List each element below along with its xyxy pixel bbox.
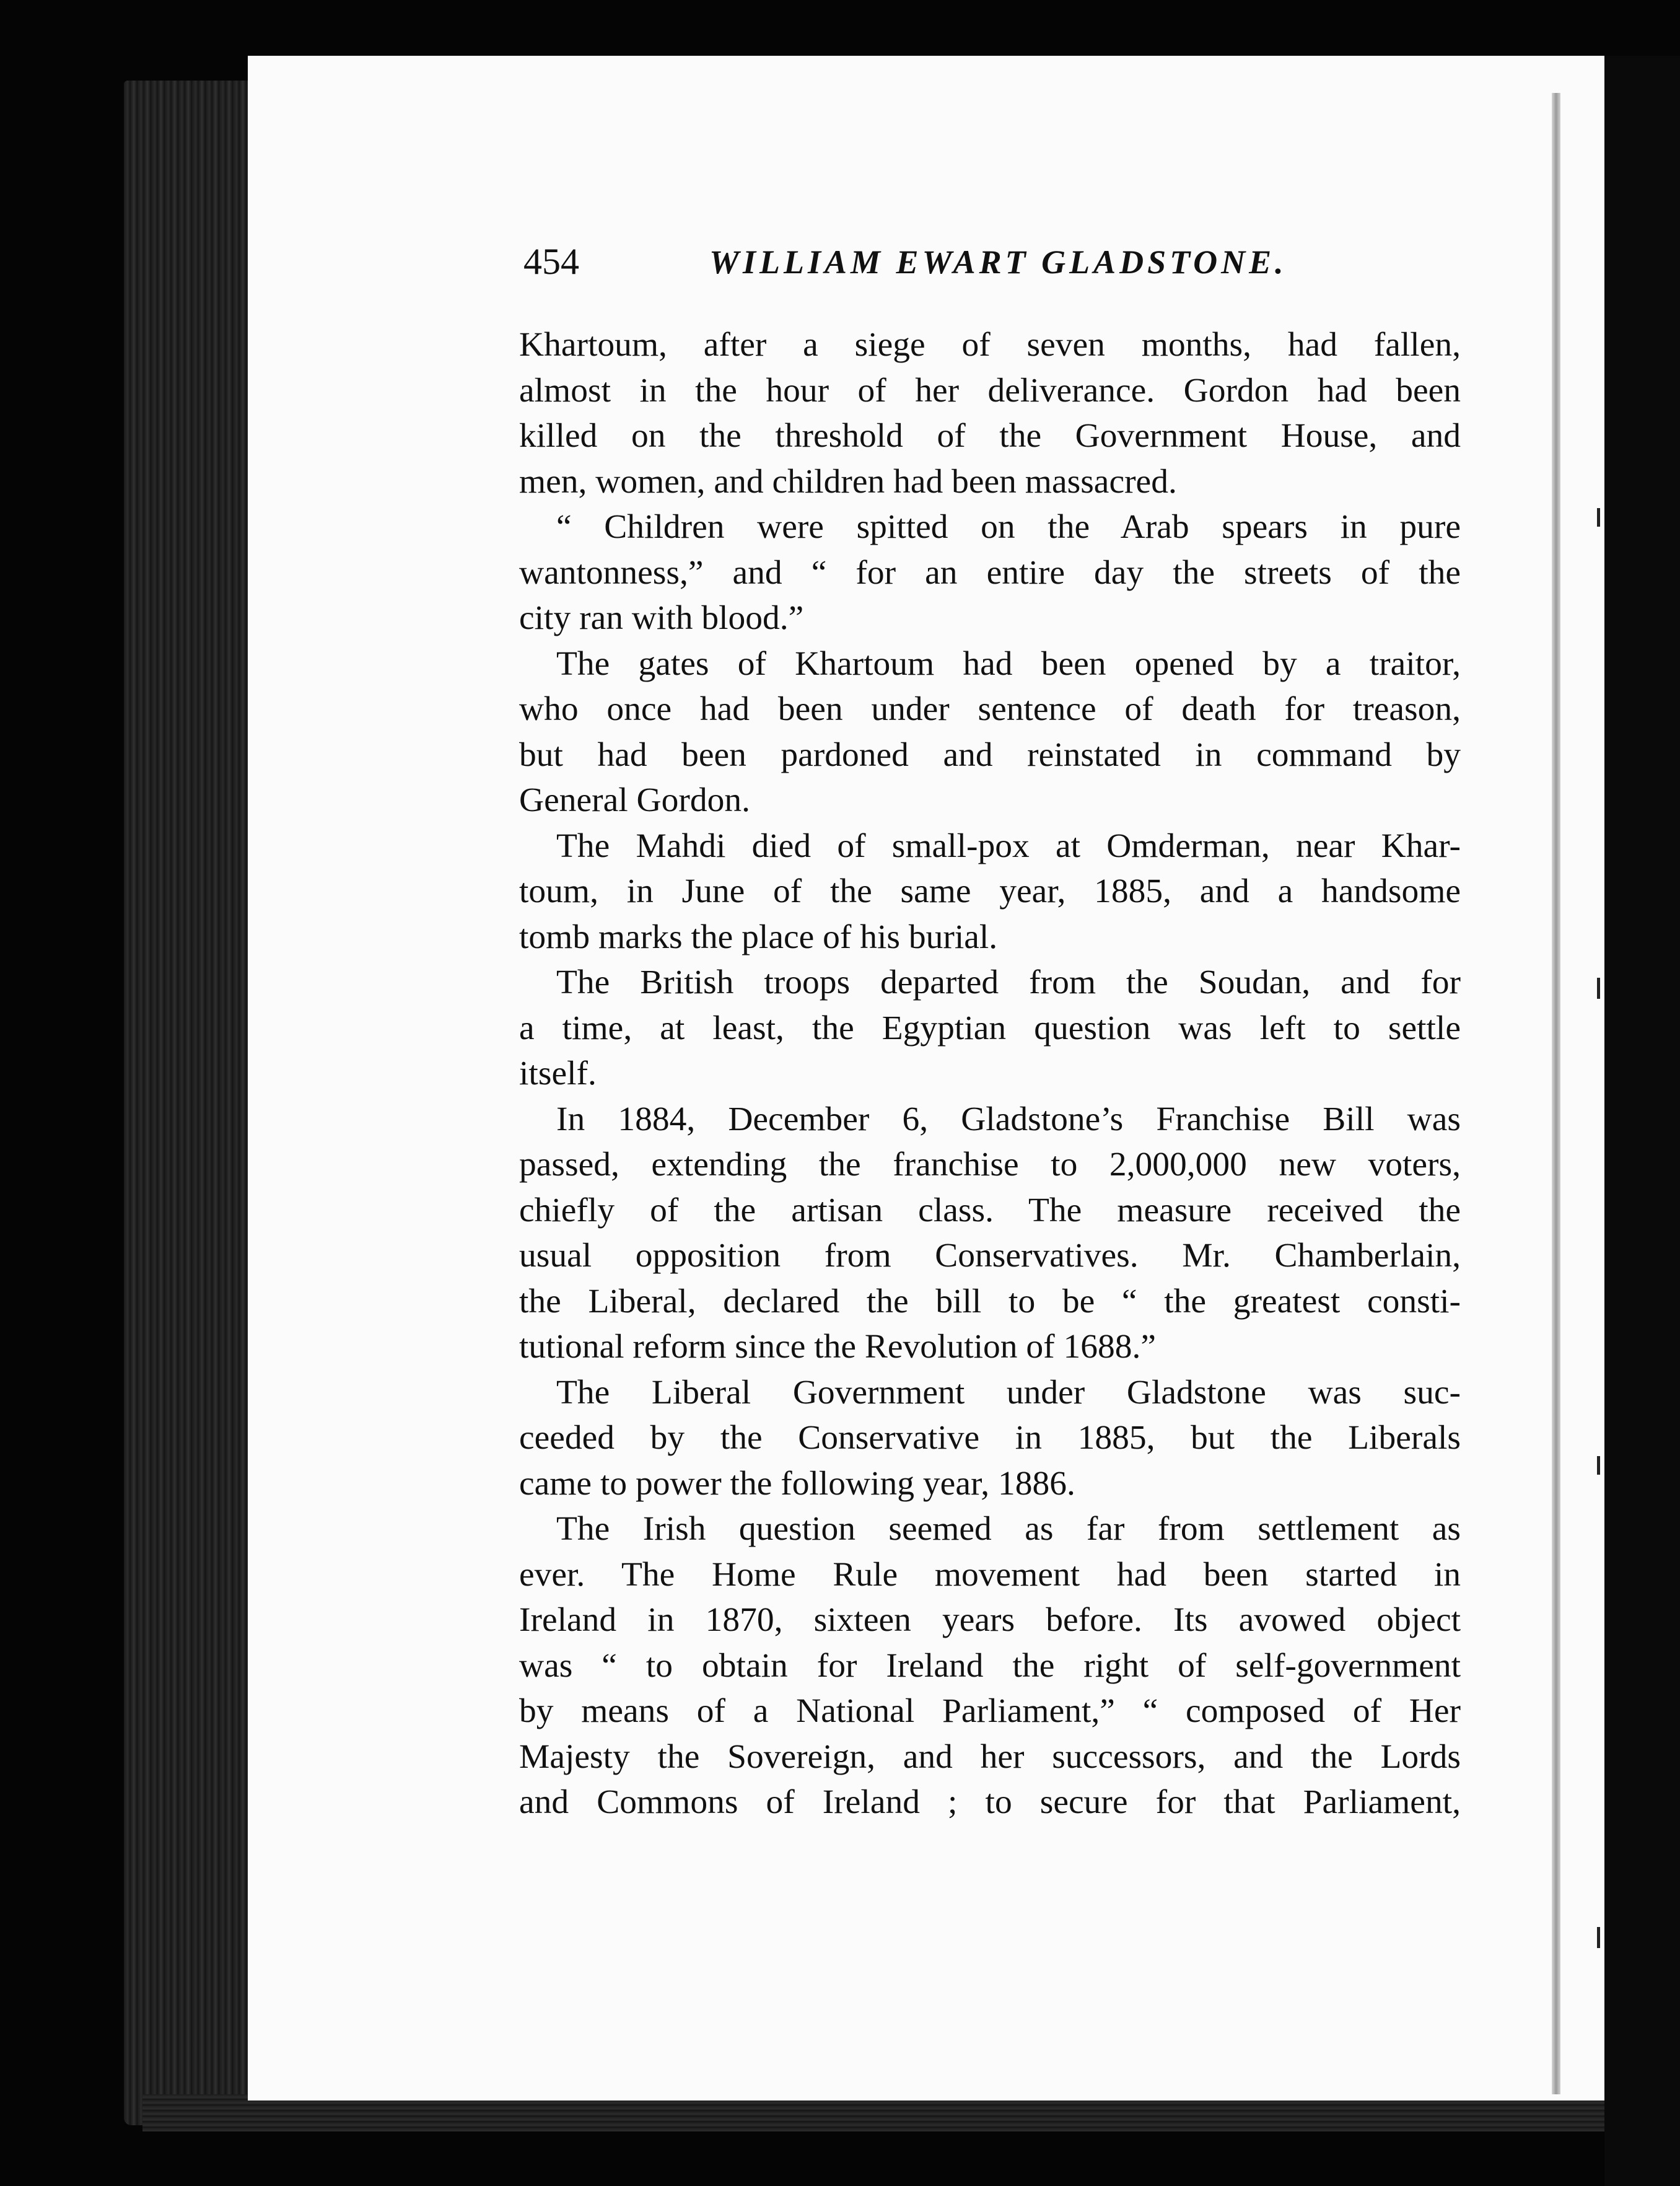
scan-background-right [1604,56,1680,2186]
text-line: came to power the following year, 1886. [519,1464,1075,1503]
text-line: ever. The Home Rule movement had been started in [519,1555,1461,1594]
page-header [523,240,1292,296]
text-line: Majesty the Sovereign, and her successors, and the Lords [519,1737,1461,1776]
text-line: The Irish question seemed as far from settlement as [556,1510,1461,1548]
text-line: itself. [519,1055,597,1092]
text-line: who once had been under sentence of death for treason, [519,690,1461,728]
text-line: usual opposition from Conservatives. Mr. Chamberlain, [519,1237,1461,1275]
text-line: passed, extending the franchise to 2,000,000 new voters, [519,1146,1461,1183]
text-line: and Commons of Ireland ; to secure for that Parliament, [519,1783,1461,1821]
text-line: city ran with blood.” [519,599,804,637]
page-number: 454 [523,241,579,282]
running-title: WILLIAM EWART GLADSTONE. [709,244,1287,281]
text-line: Khartoum, after a siege of seven months, had fallen, [519,326,1461,364]
text-line: killed on the threshold of the Government House, and [519,417,1461,455]
text-line: ceeded by the Conservative in 1885, but the Liberals [519,1419,1461,1457]
text-line: The Liberal Government under Gladstone was suc- [556,1373,1461,1411]
text-line: chiefly of the artisan class. The measure received the [519,1191,1461,1229]
text-line: General Gordon. [519,781,750,819]
text-line: was “ to obtain for Ireland the right of self-government [519,1646,1461,1685]
text-line: the Liberal, declared the bill to be “ the greatest consti- [519,1282,1461,1320]
text-line: by means of a National Parliament,” “ composed of Her [519,1692,1461,1730]
page-gutter-shadow [1552,93,1560,2094]
text-line: The Mahdi died of small-pox at Omderman, near Khar- [556,827,1461,865]
text-line: “ Children were spitted on the Arab spears in pure [556,508,1461,546]
text-line: but had been pardoned and reinstated in command by [519,735,1461,774]
text-line: men, women, and children had been massacred. [519,462,1177,501]
text-line: wantonness,” and “ for an entire day the streets of the [519,553,1461,592]
text-line: The gates of Khartoum had been opened by a traitor, [556,644,1461,683]
text-line: In 1884, December 6, Gladstone’s Franchise Bill was [556,1100,1461,1138]
body-text [519,322,1461,1825]
text-line: toum, in June of the same year, 1885, and a handsome [519,872,1461,910]
text-line: Ireland in 1870, sixteen years before. Its avowed object [519,1601,1461,1639]
scan-artifact-mark [1597,508,1600,527]
text-line: tomb marks the place of his burial. [519,918,998,956]
text-line: a time, at least, the Egyptian question was left to settle [519,1009,1461,1047]
text-line: tutional reform since the Revolution of 1688.” [519,1328,1157,1366]
scan-artifact-mark [1597,1927,1600,1948]
text-line: The British troops departed from the Soudan, and for [556,964,1461,1001]
text-line: almost in the hour of her deliverance. Gordon had been [519,371,1461,410]
scan-artifact-mark [1597,978,1600,999]
scan-artifact-mark [1597,1456,1600,1475]
